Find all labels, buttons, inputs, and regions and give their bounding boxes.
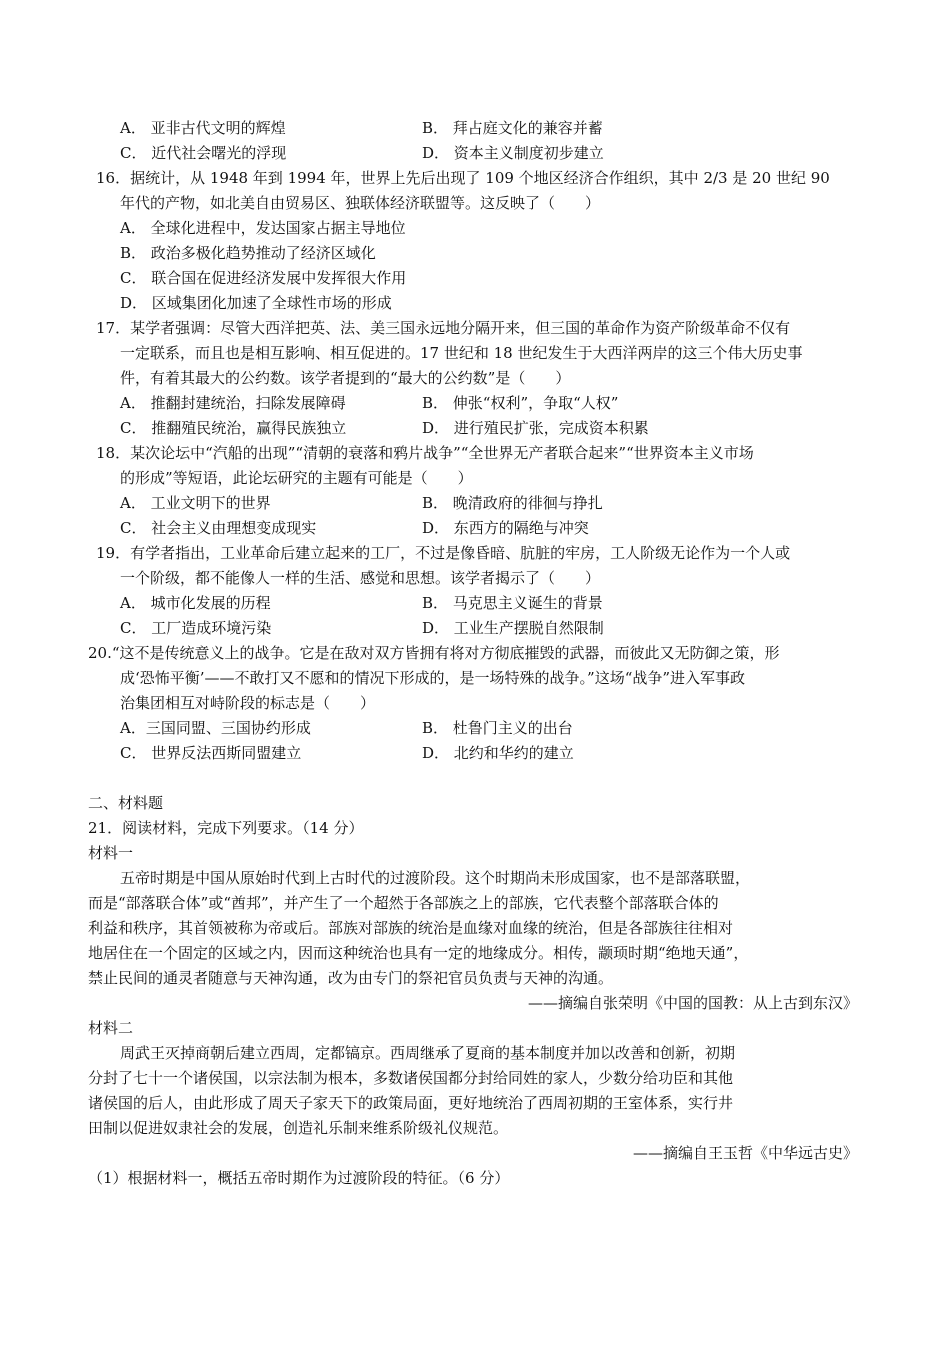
material-2-line-4: 田制以促进奴隶社会的发展，创造礼乐制来维系阶级礼仪规范。 bbox=[88, 1119, 509, 1137]
material-2-line-3: 诸侯国的后人，由此形成了周天子家天下的政策局面，更好地统治了西周初期的王室体系，实行井 bbox=[88, 1094, 734, 1112]
q19-stem-line-1: 19．有学者指出，工业革命后建立起来的工厂，不过是像昏暗、肮脏的牢房，工人阶级无论作为一个人或 bbox=[96, 544, 791, 562]
material-1-line-5: 禁止民间的通灵者随意与天神沟通，改为由专门的祭祀官员负责与天神的沟通。 bbox=[88, 969, 614, 987]
q20-stem-line-2: 成‘恐怖平衡’——不敢打又不愿和的情况下形成的，是一场特殊的战争。”这场“战争”进入军事政 bbox=[120, 669, 746, 687]
q21-sub-question-1: （1）根据材料一，概括五帝时期作为过渡阶段的特征。（6 分） bbox=[88, 1169, 510, 1187]
material-1-source: ——摘编自张荣明《中国的国教：从上古到东汉》 bbox=[527, 994, 858, 1012]
q17-stem-line-3: 件，有着其最大的公约数。该学者提到的“最大的公约数”是（ ） bbox=[120, 369, 571, 387]
q16-option-c: C． 联合国在促进经济发展中发挥很大作用 bbox=[120, 269, 407, 287]
q15-option-c: C． 近代社会曙光的浮现 bbox=[120, 144, 287, 162]
q19-option-a: A． 城市化发展的历程 bbox=[120, 594, 271, 612]
q19-stem-line-2: 一个阶级，都不能像人一样的生活、感觉和思想。该学者揭示了（ ） bbox=[120, 569, 601, 587]
q16-stem-line-2: 年代的产物，如北美自由贸易区、独联体经济联盟等。这反映了（ ） bbox=[120, 194, 601, 212]
q20-option-d: D． 北约和华约的建立 bbox=[422, 744, 574, 762]
q15-option-b: B． 拜占庭文化的兼容并蓄 bbox=[422, 119, 603, 137]
q18-option-b: B． 晚清政府的徘徊与挣扎 bbox=[422, 494, 603, 512]
q15-option-a: A． 亚非古代文明的辉煌 bbox=[120, 119, 286, 137]
q17-option-b: B． 伸张“权利”，争取“人权” bbox=[422, 394, 619, 412]
q17-option-d: D． 进行殖民扩张，完成资本积累 bbox=[422, 419, 649, 437]
q20-stem-line-3: 治集团相互对峙阶段的标志是（ ） bbox=[120, 694, 376, 712]
q17-option-c: C． 推翻殖民统治，赢得民族独立 bbox=[120, 419, 347, 437]
q16-option-a: A． 全球化进程中，发达国家占据主导地位 bbox=[120, 219, 406, 237]
q18-option-d: D． 东西方的隔绝与冲突 bbox=[422, 519, 589, 537]
q18-option-a: A． 工业文明下的世界 bbox=[120, 494, 271, 512]
q20-stem-line-1: 20.“这不是传统意义上的战争。它是在敌对双方皆拥有将对方彻底摧毁的武器，而彼此又无防御之策，形 bbox=[88, 644, 780, 662]
material-1-label: 材料一 bbox=[88, 844, 134, 862]
q15-option-d: D． 资本主义制度初步建立 bbox=[422, 144, 604, 162]
q19-option-d: D． 工业生产摆脱自然限制 bbox=[422, 619, 604, 637]
material-2-label: 材料二 bbox=[88, 1019, 134, 1037]
q16-option-d: D． 区域集团化加速了全球性市场的形成 bbox=[120, 294, 392, 312]
material-1-line-1: 五帝时期是中国从原始时代到上古时代的过渡阶段。这个时期尚未形成国家，也不是部落联盟， bbox=[120, 869, 751, 887]
q17-option-a: A． 推翻封建统治，扫除发展障碍 bbox=[120, 394, 346, 412]
material-2-line-1: 周武王灭掉商朝后建立西周，定都镐京。西周继承了夏商的基本制度并加以改善和创新，初期 bbox=[120, 1044, 736, 1062]
q18-stem-line-1: 18．某次论坛中“汽船的出现”“清朝的衰落和鸦片战争”“全世界无产者联合起来”“世界资本主义市场 bbox=[96, 444, 754, 462]
q16-stem-line-1: 16．据统计，从 1948 年到 1994 年，世界上先后出现了 109 个地区经济合作组织，其中 2/3 是 20 世纪 90 bbox=[96, 169, 830, 187]
q20-option-c: C． 世界反法西斯同盟建立 bbox=[120, 744, 302, 762]
q17-stem-line-1: 17．某学者强调：尽管大西洋把英、法、美三国永远地分隔开来，但三国的革命作为资产阶级革命不仅有 bbox=[96, 319, 791, 337]
material-1-line-3: 利益和秩序，其首领被称为帝或后。部族对部族的统治是血缘对血缘的统治，但是各部族往往相对 bbox=[88, 919, 734, 937]
q20-option-b: B． 杜鲁门主义的出台 bbox=[422, 719, 573, 737]
q21-stem: 21．阅读材料，完成下列要求。（14 分） bbox=[88, 819, 364, 837]
material-1-line-4: 地居住在一个固定的区域之内，因而这种统治也具有一定的地缘成分。相传，颛顼时期“绝地天通”， bbox=[88, 944, 749, 962]
q16-option-b: B． 政治多极化趋势推动了经济区域化 bbox=[120, 244, 376, 262]
q19-option-b: B． 马克思主义诞生的背景 bbox=[422, 594, 603, 612]
q20-option-a: A．三国同盟、三国协约形成 bbox=[120, 719, 311, 737]
section-title: 二、材料题 bbox=[88, 794, 164, 812]
q19-option-c: C． 工厂造成环境污染 bbox=[120, 619, 272, 637]
q17-stem-line-2: 一定联系，而且也是相互影响、相互促进的。17 世纪和 18 世纪发生于大西洋两岸的这三个伟大历史事 bbox=[120, 344, 803, 362]
q18-stem-line-2: 的形成”等短语，此论坛研究的主题有可能是（ ） bbox=[120, 469, 473, 487]
q18-option-c: C． 社会主义由理想变成现实 bbox=[120, 519, 317, 537]
material-1-line-2: 而是“部落联合体”或“酋邦”，并产生了一个超然于各部族之上的部族，它代表整个部落联合体的 bbox=[88, 894, 719, 912]
material-2-source: ——摘编自王玉哲《中华远古史》 bbox=[632, 1144, 858, 1162]
material-2-line-2: 分封了七十一个诸侯国，以宗法制为根本，多数诸侯国都分封给同姓的家人，少数分给功臣和其他 bbox=[88, 1069, 734, 1087]
